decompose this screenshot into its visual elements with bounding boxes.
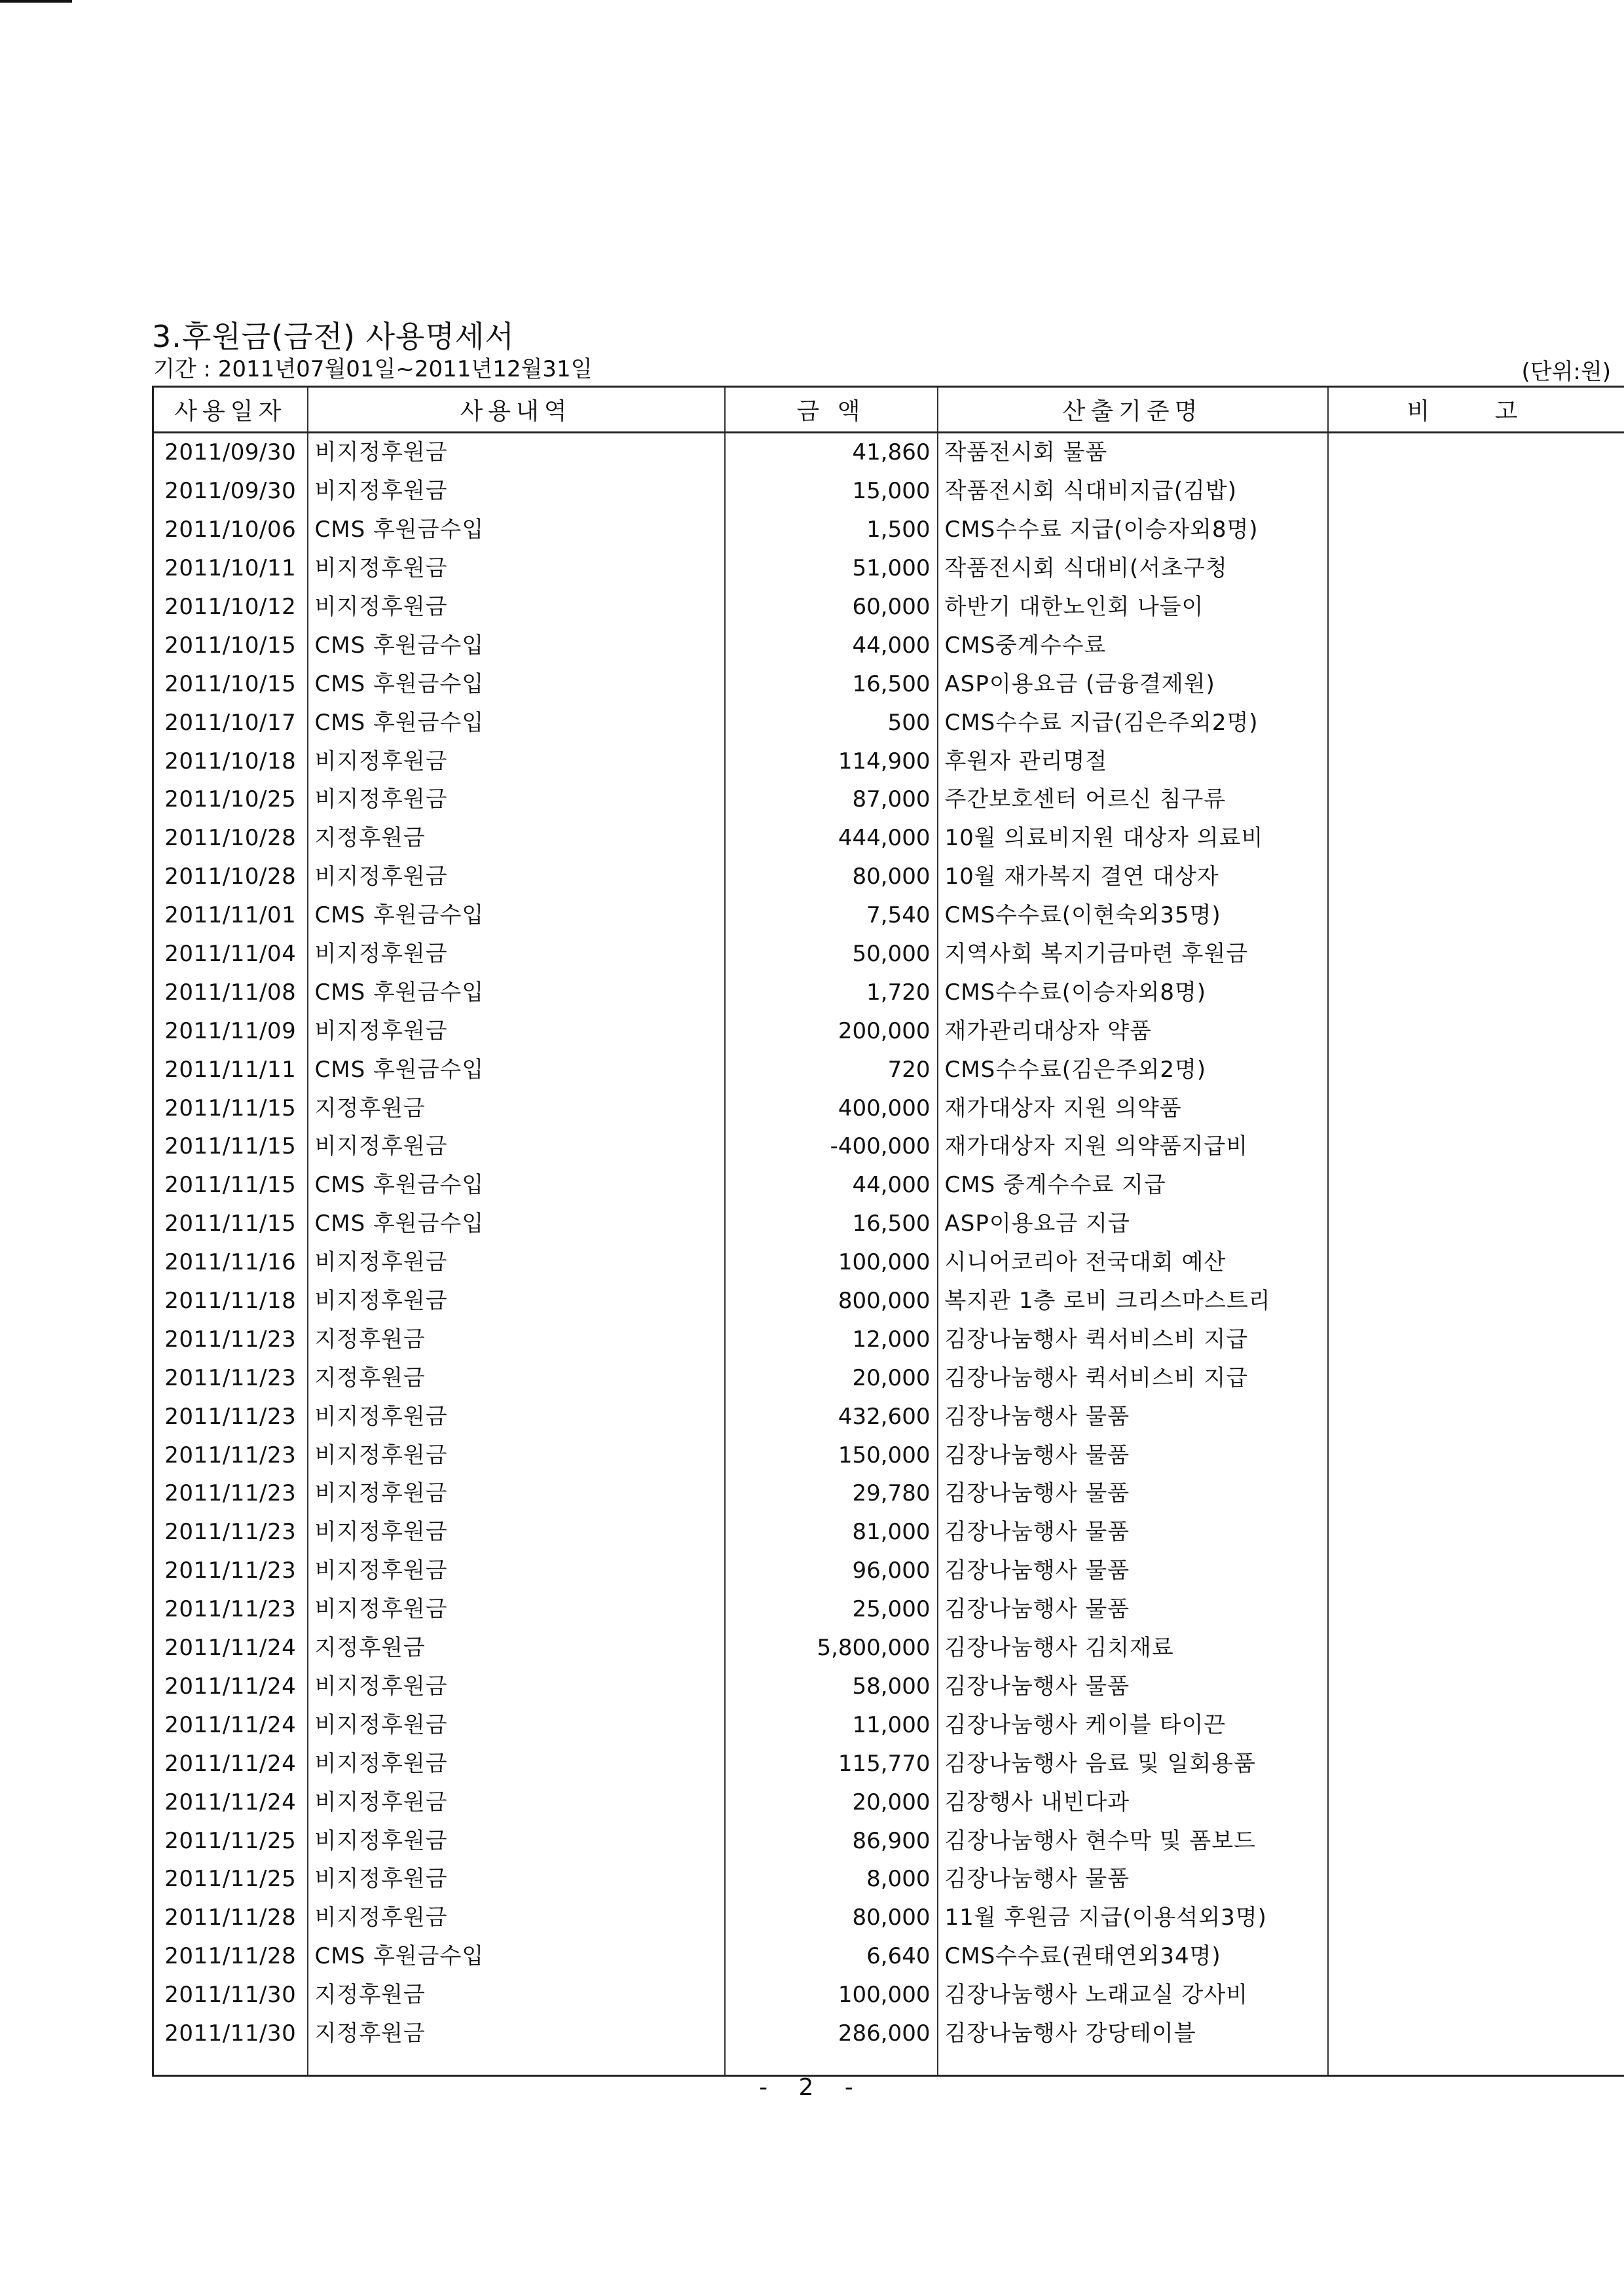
cell-description: CMS 후원금수입	[308, 665, 725, 703]
cell-note	[1328, 1590, 1624, 1629]
table-row	[153, 1474, 1624, 1513]
cell-description: 비지정후원금	[308, 1821, 725, 1860]
table-row	[153, 1667, 1624, 1706]
cell-note	[1328, 1166, 1624, 1205]
table-row	[153, 1282, 1624, 1321]
table-row	[153, 973, 1624, 1011]
table-filler-row	[153, 2052, 1624, 2076]
cell-basis: 김장나눔행사 물품	[938, 1513, 1328, 1552]
filler-cell	[938, 2052, 1328, 2076]
cell-description: CMS 후원금수입	[308, 1937, 725, 1976]
cell-basis: 재가관리대상자 약품	[938, 1011, 1328, 1050]
cell-date: 2011/11/09	[153, 1011, 308, 1050]
cell-date: 2011/11/15	[153, 1205, 308, 1243]
table-row	[153, 1011, 1624, 1050]
cell-note	[1328, 1705, 1624, 1744]
cell-amount: 86,900	[725, 1821, 938, 1860]
cell-amount: 16,500	[725, 1205, 938, 1243]
table-header-row	[153, 387, 1624, 433]
cell-basis: CMS수수료 지급(이승자외8명)	[938, 511, 1328, 549]
cell-description: 비지정후원금	[308, 1397, 725, 1436]
cell-basis: 김장나눔행사 물품	[938, 1474, 1328, 1513]
cell-basis: 김장나눔행사 강당테이블	[938, 2014, 1328, 2053]
cell-description: 비지정후원금	[308, 1590, 725, 1629]
cell-amount: 5,800,000	[725, 1629, 938, 1667]
cell-note	[1328, 1089, 1624, 1127]
cell-note	[1328, 780, 1624, 819]
cell-date: 2011/10/28	[153, 858, 308, 896]
cell-date: 2011/11/24	[153, 1783, 308, 1821]
donation-usage-table	[152, 386, 1624, 2077]
cell-note	[1328, 1050, 1624, 1089]
cell-date: 2011/11/11	[153, 1050, 308, 1089]
cell-note	[1328, 511, 1624, 549]
cell-note	[1328, 935, 1624, 974]
cell-amount: 58,000	[725, 1667, 938, 1706]
table-row	[153, 742, 1624, 780]
table-row	[153, 1166, 1624, 1205]
cell-note	[1328, 1629, 1624, 1667]
cell-amount: 25,000	[725, 1590, 938, 1629]
cell-amount: 81,000	[725, 1513, 938, 1552]
cell-basis: 김장나눔행사 김치재료	[938, 1629, 1328, 1667]
table-row	[153, 626, 1624, 665]
cell-date: 2011/11/24	[153, 1744, 308, 1783]
table-row	[153, 1976, 1624, 2014]
cell-note	[1328, 1744, 1624, 1783]
table-row	[153, 1050, 1624, 1089]
table-row	[153, 780, 1624, 819]
cell-note	[1328, 1320, 1624, 1358]
table-row	[153, 588, 1624, 627]
cell-basis: 김장나눔행사 물품	[938, 1552, 1328, 1590]
cell-amount: 87,000	[725, 780, 938, 819]
table-row	[153, 1937, 1624, 1976]
cell-date: 2011/11/25	[153, 1821, 308, 1860]
cell-date: 2011/11/15	[153, 1166, 308, 1205]
cell-basis: 시니어코리아 전국대회 예산	[938, 1243, 1328, 1282]
cell-date: 2011/11/08	[153, 973, 308, 1011]
cell-amount: 8,000	[725, 1860, 938, 1899]
cell-date: 2011/10/15	[153, 665, 308, 703]
cell-description: 비지정후원금	[308, 549, 725, 588]
cell-basis: 재가대상자 지원 의약품지급비	[938, 1127, 1328, 1166]
cell-date: 2011/11/23	[153, 1552, 308, 1590]
cell-date: 2011/11/23	[153, 1320, 308, 1358]
cell-description: 비지정후원금	[308, 935, 725, 974]
cell-date: 2011/10/25	[153, 780, 308, 819]
cell-description: CMS 후원금수입	[308, 1166, 725, 1205]
cell-note	[1328, 1821, 1624, 1860]
cell-amount: 51,000	[725, 549, 938, 588]
table-row	[153, 1320, 1624, 1358]
cell-note	[1328, 472, 1624, 511]
cell-note	[1328, 1243, 1624, 1282]
table-row	[153, 896, 1624, 935]
cell-note	[1328, 588, 1624, 627]
cell-amount: 1,720	[725, 973, 938, 1011]
cell-amount: 96,000	[725, 1552, 938, 1590]
filler-cell	[1328, 2052, 1624, 2076]
cell-date: 2011/11/28	[153, 1937, 308, 1976]
table-row	[153, 1358, 1624, 1397]
cell-note	[1328, 1937, 1624, 1976]
cell-note	[1328, 819, 1624, 858]
table-row	[153, 1513, 1624, 1552]
cell-date: 2011/11/23	[153, 1474, 308, 1513]
cell-note	[1328, 896, 1624, 935]
cell-amount: 50,000	[725, 935, 938, 974]
table-row	[153, 1821, 1624, 1860]
table-row	[153, 1243, 1624, 1282]
cell-description: 지정후원금	[308, 1358, 725, 1397]
cell-description: 비지정후원금	[308, 742, 725, 780]
table-row	[153, 549, 1624, 588]
cell-description: 비지정후원금	[308, 1243, 725, 1282]
filler-cell	[308, 2052, 725, 2076]
cell-date: 2011/09/30	[153, 433, 308, 472]
cell-basis: 복지관 1층 로비 크리스마스트리	[938, 1282, 1328, 1321]
cell-description: CMS 후원금수입	[308, 511, 725, 549]
cell-basis: 김장나눔행사 물품	[938, 1397, 1328, 1436]
cell-basis: 지역사회 복지기금마련 후원금	[938, 935, 1328, 974]
table-row	[153, 1860, 1624, 1899]
cell-description: 비지정후원금	[308, 1282, 725, 1321]
cell-description: CMS 후원금수입	[308, 1205, 725, 1243]
header-amount: 금 액	[725, 387, 938, 433]
cell-description: 비지정후원금	[308, 1744, 725, 1783]
cell-description: 지정후원금	[308, 819, 725, 858]
cell-description: 비지정후원금	[308, 1474, 725, 1513]
cell-basis: CMS 중계수수료 지급	[938, 1166, 1328, 1205]
cell-basis: ASP이용요금 (금융결제원)	[938, 665, 1328, 703]
cell-amount: 500	[725, 703, 938, 742]
cell-basis: CMS수수료 지급(김은주외2명)	[938, 703, 1328, 742]
cell-basis: 하반기 대한노인회 나들이	[938, 588, 1328, 627]
cell-date: 2011/11/15	[153, 1089, 308, 1127]
cell-basis: 후원자 관리명절	[938, 742, 1328, 780]
cell-note	[1328, 1436, 1624, 1474]
cell-description: 지정후원금	[308, 1976, 725, 2014]
table-row	[153, 2014, 1624, 2053]
cell-note	[1328, 549, 1624, 588]
table-row	[153, 819, 1624, 858]
cell-amount: 432,600	[725, 1397, 938, 1436]
cell-basis: ASP이용요금 지급	[938, 1205, 1328, 1243]
cell-note	[1328, 665, 1624, 703]
header-note: 비 고	[1328, 387, 1624, 433]
table-row	[153, 433, 1624, 472]
cell-basis: CMS수수료(김은주외2명)	[938, 1050, 1328, 1089]
cell-date: 2011/11/15	[153, 1127, 308, 1166]
cell-amount: 400,000	[725, 1089, 938, 1127]
table-row	[153, 1089, 1624, 1127]
table-row	[153, 858, 1624, 896]
cell-note	[1328, 1513, 1624, 1552]
cell-basis: 주간보호센터 어르신 침구류	[938, 780, 1328, 819]
cell-description: CMS 후원금수입	[308, 626, 725, 665]
table-row	[153, 472, 1624, 511]
cell-basis: 11월 후원금 지급(이용석외3명)	[938, 1899, 1328, 1937]
cell-basis: CMS수수료(이현숙외35명)	[938, 896, 1328, 935]
cell-note	[1328, 1011, 1624, 1050]
cell-date: 2011/09/30	[153, 472, 308, 511]
cell-date: 2011/11/23	[153, 1513, 308, 1552]
cell-date: 2011/11/24	[153, 1629, 308, 1667]
cell-date: 2011/11/30	[153, 1976, 308, 2014]
cell-note	[1328, 1282, 1624, 1321]
table-row	[153, 1205, 1624, 1243]
table-row	[153, 1899, 1624, 1937]
table-row	[153, 1783, 1624, 1821]
cell-amount: 44,000	[725, 626, 938, 665]
cell-date: 2011/11/23	[153, 1358, 308, 1397]
cell-note	[1328, 2014, 1624, 2053]
cell-description: 비지정후원금	[308, 1011, 725, 1050]
cell-note	[1328, 973, 1624, 1011]
cell-description: CMS 후원금수입	[308, 973, 725, 1011]
cell-basis: 김장나눔행사 물품	[938, 1860, 1328, 1899]
cell-note	[1328, 1127, 1624, 1166]
cell-description: 비지정후원금	[308, 1667, 725, 1706]
cell-basis: 작품전시회 물품	[938, 433, 1328, 472]
cell-basis: 작품전시회 식대비(서초구청	[938, 549, 1328, 588]
cell-note	[1328, 1899, 1624, 1937]
cell-amount: 6,640	[725, 1937, 938, 1976]
cell-amount: -400,000	[725, 1127, 938, 1166]
cell-description: CMS 후원금수입	[308, 1050, 725, 1089]
cell-note	[1328, 1552, 1624, 1590]
unit-label: (단위:원)	[1521, 359, 1611, 385]
cell-basis: 김장나눔행사 퀵서비스비 지급	[938, 1358, 1328, 1397]
cell-description: 지정후원금	[308, 1089, 725, 1127]
cell-basis: 10월 재가복지 결연 대상자	[938, 858, 1328, 896]
cell-amount: 7,540	[725, 896, 938, 935]
cell-amount: 1,500	[725, 511, 938, 549]
header-description: 사용내역	[308, 387, 725, 433]
cell-amount: 100,000	[725, 1976, 938, 2014]
cell-description: 비지정후원금	[308, 588, 725, 627]
cell-description: 비지정후원금	[308, 1899, 725, 1937]
cell-description: 비지정후원금	[308, 780, 725, 819]
cell-description: 비지정후원금	[308, 472, 725, 511]
cell-amount: 100,000	[725, 1243, 938, 1282]
cell-description: 비지정후원금	[308, 1552, 725, 1590]
cell-amount: 60,000	[725, 588, 938, 627]
cell-note	[1328, 858, 1624, 896]
cell-basis: 김장나눔행사 퀵서비스비 지급	[938, 1320, 1328, 1358]
cell-description: 지정후원금	[308, 2014, 725, 2053]
cell-description: 비지정후원금	[308, 1513, 725, 1552]
cell-amount: 80,000	[725, 858, 938, 896]
cell-basis: 재가대상자 지원 의약품	[938, 1089, 1328, 1127]
cell-note	[1328, 1860, 1624, 1899]
cell-basis: 김장나눔행사 물품	[938, 1436, 1328, 1474]
cell-basis: CMS중계수수료	[938, 626, 1328, 665]
cell-note	[1328, 1474, 1624, 1513]
cell-amount: 44,000	[725, 1166, 938, 1205]
scan-corner-mark	[0, 0, 72, 3]
cell-note	[1328, 742, 1624, 780]
cell-note	[1328, 1667, 1624, 1706]
cell-basis: 김장나눔행사 현수막 및 폼보드	[938, 1821, 1328, 1860]
cell-amount: 200,000	[725, 1011, 938, 1050]
cell-date: 2011/11/16	[153, 1243, 308, 1282]
cell-basis: 김장나눔행사 물품	[938, 1590, 1328, 1629]
cell-date: 2011/11/25	[153, 1860, 308, 1899]
table-body	[153, 433, 1624, 2076]
cell-amount: 720	[725, 1050, 938, 1089]
cell-description: 비지정후원금	[308, 858, 725, 896]
cell-date: 2011/10/12	[153, 588, 308, 627]
cell-note	[1328, 1205, 1624, 1243]
cell-note	[1328, 433, 1624, 472]
cell-amount: 150,000	[725, 1436, 938, 1474]
cell-basis: 김장나눔행사 음료 및 일회용품	[938, 1744, 1328, 1783]
cell-amount: 11,000	[725, 1705, 938, 1744]
cell-amount: 20,000	[725, 1783, 938, 1821]
cell-date: 2011/11/24	[153, 1705, 308, 1744]
cell-amount: 20,000	[725, 1358, 938, 1397]
table-row	[153, 665, 1624, 703]
cell-date: 2011/10/17	[153, 703, 308, 742]
header-basis: 산출기준명	[938, 387, 1328, 433]
page-number: - 2 -	[759, 2074, 865, 2101]
cell-description: 비지정후원금	[308, 1705, 725, 1744]
table-row	[153, 1590, 1624, 1629]
cell-basis: 김장나눔행사 물품	[938, 1667, 1328, 1706]
table-row	[153, 511, 1624, 549]
cell-note	[1328, 1397, 1624, 1436]
cell-basis: 김장행사 내빈다과	[938, 1783, 1328, 1821]
cell-date: 2011/11/24	[153, 1667, 308, 1706]
cell-note	[1328, 1976, 1624, 2014]
cell-note	[1328, 703, 1624, 742]
cell-date: 2011/10/06	[153, 511, 308, 549]
cell-amount: 286,000	[725, 2014, 938, 2053]
cell-note	[1328, 1358, 1624, 1397]
table-row	[153, 1705, 1624, 1744]
document-title: 3.후원금(금전) 사용명세서	[152, 319, 515, 354]
cell-date: 2011/11/18	[153, 1282, 308, 1321]
cell-note	[1328, 626, 1624, 665]
cell-date: 2011/11/23	[153, 1590, 308, 1629]
table-row	[153, 703, 1624, 742]
table-row	[153, 935, 1624, 974]
cell-amount: 800,000	[725, 1282, 938, 1321]
cell-amount: 15,000	[725, 472, 938, 511]
cell-amount: 114,900	[725, 742, 938, 780]
cell-amount: 80,000	[725, 1899, 938, 1937]
cell-date: 2011/11/23	[153, 1397, 308, 1436]
cell-amount: 41,860	[725, 433, 938, 472]
table-row	[153, 1629, 1624, 1667]
table-row	[153, 1127, 1624, 1166]
filler-cell	[725, 2052, 938, 2076]
cell-description: 비지정후원금	[308, 1860, 725, 1899]
cell-date: 2011/11/01	[153, 896, 308, 935]
cell-date: 2011/10/15	[153, 626, 308, 665]
cell-note	[1328, 1783, 1624, 1821]
cell-basis: CMS수수료(권태연외34명)	[938, 1937, 1328, 1976]
header-date: 사용일자	[153, 387, 308, 433]
cell-description: 지정후원금	[308, 1320, 725, 1358]
cell-basis: 김장나눔행사 노래교실 강사비	[938, 1976, 1328, 2014]
period-range: 기간 : 2011년07월01일~2011년12월31일	[153, 356, 593, 382]
cell-amount: 444,000	[725, 819, 938, 858]
cell-description: 비지정후원금	[308, 1783, 725, 1821]
cell-date: 2011/11/30	[153, 2014, 308, 2053]
cell-basis: 작품전시회 식대비지급(김밥)	[938, 472, 1328, 511]
table-row	[153, 1552, 1624, 1590]
cell-description: 지정후원금	[308, 1629, 725, 1667]
cell-date: 2011/11/28	[153, 1899, 308, 1937]
cell-date: 2011/10/18	[153, 742, 308, 780]
table-row	[153, 1397, 1624, 1436]
cell-date: 2011/11/23	[153, 1436, 308, 1474]
cell-amount: 29,780	[725, 1474, 938, 1513]
cell-description: 비지정후원금	[308, 1127, 725, 1166]
cell-description: 비지정후원금	[308, 1436, 725, 1474]
table-row	[153, 1744, 1624, 1783]
cell-amount: 115,770	[725, 1744, 938, 1783]
cell-basis: CMS수수료(이승자외8명)	[938, 973, 1328, 1011]
cell-description: 비지정후원금	[308, 433, 725, 472]
cell-basis: 10월 의료비지원 대상자 의료비	[938, 819, 1328, 858]
cell-date: 2011/10/11	[153, 549, 308, 588]
cell-amount: 16,500	[725, 665, 938, 703]
cell-amount: 12,000	[725, 1320, 938, 1358]
cell-description: CMS 후원금수입	[308, 896, 725, 935]
cell-basis: 김장나눔행사 케이블 타이끈	[938, 1705, 1328, 1744]
cell-date: 2011/11/04	[153, 935, 308, 974]
filler-cell	[153, 2052, 308, 2076]
cell-description: CMS 후원금수입	[308, 703, 725, 742]
table-row	[153, 1436, 1624, 1474]
cell-date: 2011/10/28	[153, 819, 308, 858]
